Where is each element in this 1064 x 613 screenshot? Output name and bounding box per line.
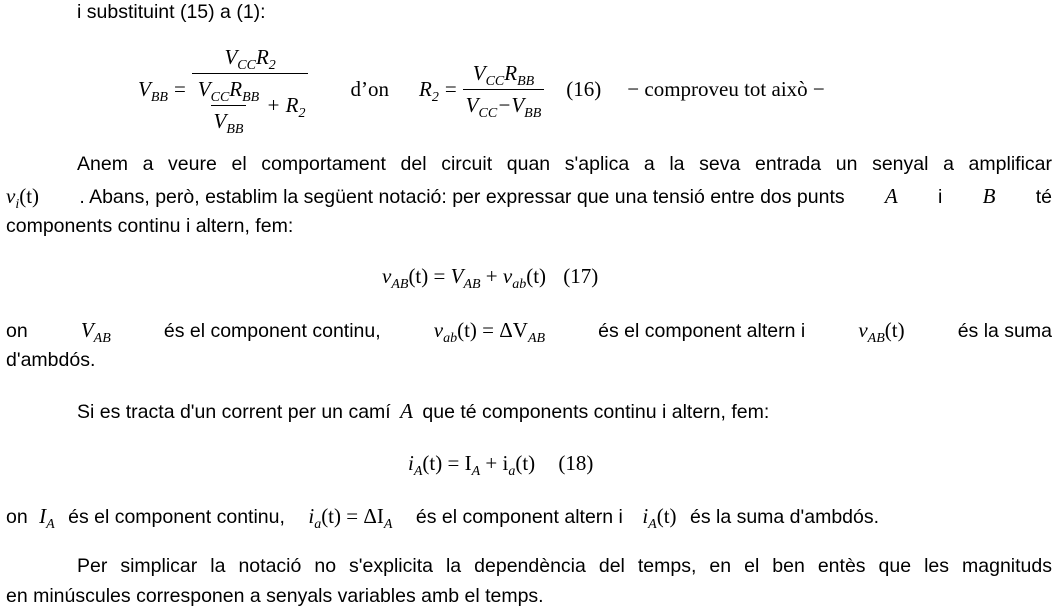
- para3: Si es tracta d'un corrent per un camí A que té components continu i altern, fem:: [77, 399, 770, 423]
- para5-line1: Per simplicar la notació no s'explicita la dependència del temps, en el ben entès que les magnituds: [77, 555, 1052, 577]
- eq16-number: (16): [566, 76, 602, 101]
- eq16-fraction: $V_{CC}R_2$ $\frac{V_{CC}R_{BB}}{V_{BB}}$ + $R_2$: [192, 45, 309, 134]
- eq17-number: (17): [563, 264, 599, 288]
- eq16-r2-fraction: $\frac{V_{CC}R_{BB}}{V_{CC}-V_{BB}}$: [463, 61, 545, 118]
- para1-line3: components continu i altern, fem:: [6, 215, 294, 237]
- eq18-number: (18): [558, 451, 594, 475]
- eq16-note: − comproveu tot això −: [627, 76, 825, 101]
- para2-line2: d'ambdós.: [6, 349, 96, 371]
- para1-line1: Anem a veure el comportament del circuit quan s'aplica a la seva entrada un senyal a amplificar: [77, 153, 1052, 175]
- intro-text: i substituint (15) a (1):: [77, 1, 266, 23]
- eq16-lhs: $V_{BB}$: [138, 76, 168, 105]
- para2-line1: on $V_{AB}$ és el component continu, $v_{ab}(t) = \Delta V_{AB}$ és el component altern i $v_{AB}(t)$ és la suma: [6, 318, 1052, 346]
- equation-16: $V_{BB}$ = $V_{CC}R_2$ $\frac{V_{CC}R_{BB}}{V_{BB}}$ + $R_2$ d’on $R_2$ = $\frac{V_{CC}R_{BB}}{V_{CC}-V_{BB}}$ (16) − comproveu tot això −: [138, 44, 825, 137]
- equation-18: $i_A(t) = I_A + i_a(t)$ (18): [408, 451, 594, 479]
- equation-17: $v_{AB}(t) = V_{AB} + v_{ab}(t)$ (17): [382, 264, 599, 292]
- para5-line2: en minúscules corresponen a senyals variables amb el temps.: [6, 585, 544, 607]
- para4: on $I_A$ és el component continu, $i_a(t) = \Delta I_A$ és el component altern i $i_A(t)$ és la suma d'ambdós.: [6, 504, 880, 532]
- para1-line2: $v_i(t)$ . Abans, però, establim la següent notació: per expressar que una tensió entre dos punts A i B té: [6, 184, 1052, 212]
